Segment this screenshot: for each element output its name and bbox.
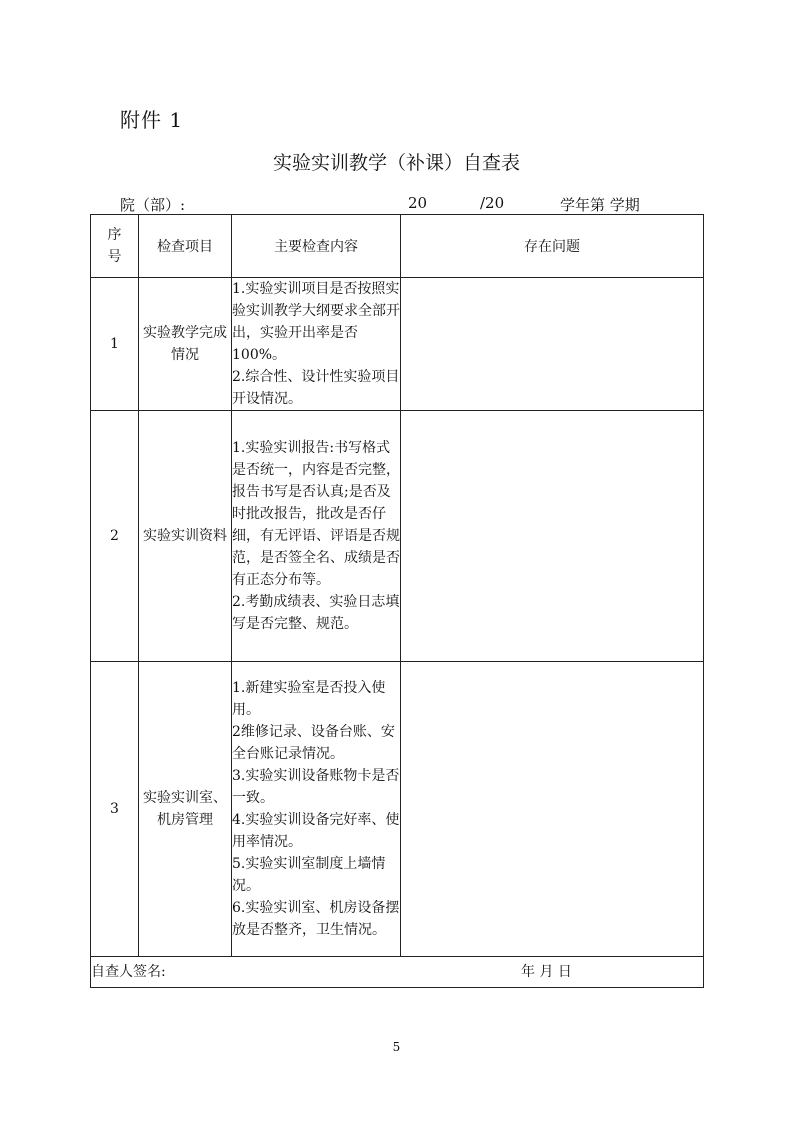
content-point: 1.新建实验室是否投入使用。: [232, 680, 386, 718]
content-point: 3.实验实训设备账物卡是否一致。: [232, 768, 400, 806]
content-point: 2维修记录、设备台账、安全台账记录情况。: [232, 724, 395, 762]
content-point: 2.考勤成绩表、实验日志填写是否完整、规范。: [232, 594, 400, 632]
row-no: 2: [91, 411, 139, 662]
row-issues[interactable]: [401, 411, 704, 662]
attachment-label: 附件 1: [120, 108, 184, 132]
row-issues[interactable]: [401, 662, 704, 957]
year-start: 20: [408, 194, 428, 212]
header-item: 检查项目: [139, 215, 232, 278]
form-title: 实验实训教学（补课）自查表: [272, 152, 520, 174]
row-content: [232, 662, 401, 957]
row-item: 实验实训资料: [139, 411, 232, 662]
date-label: 年 月 日: [521, 964, 572, 980]
table-row: [91, 411, 704, 662]
signature-row: [91, 957, 704, 988]
header-no-line2: 号: [107, 249, 122, 265]
row-issues[interactable]: [401, 278, 704, 411]
row-no: 1: [91, 278, 139, 411]
row-content: [232, 411, 401, 662]
year-end: /20: [480, 194, 505, 212]
content-point: 2.综合性、设计性实验项目开设情况。: [232, 369, 400, 407]
content-point: 1.实验实训项目是否按照实验实训教学大纲要求全部开出，实验开出率是否100%。: [232, 281, 400, 363]
row-content: [232, 278, 401, 411]
content-point: 6.实验实训室、机房设备摆放是否整齐，卫生情况。: [232, 900, 400, 938]
header-no: [91, 215, 139, 278]
semester-label: 学年第 学期: [560, 196, 640, 214]
header-no-line1: 序: [107, 227, 122, 243]
table-row: [91, 662, 704, 957]
row-item: 实验实训室、机房管理: [139, 662, 232, 957]
page-number: 5: [392, 1040, 401, 1054]
signature-cell[interactable]: [91, 957, 704, 988]
content-point: 1.实验实训报告:书写格式是否统一，内容是否完整，报告书写是否认真;是否及时批改报告，批改是否仔细，有无评语、评语是否规范，是否签全名、成绩是否有正态分布等。: [232, 440, 400, 588]
row-item: 实验教学完成情况: [139, 278, 232, 411]
header-issues: 存在问题: [401, 215, 704, 278]
self-check-table: [90, 214, 704, 988]
department-label: 院（部）:: [120, 196, 186, 214]
content-point: 5.实验实训室制度上墙情况。: [232, 856, 386, 894]
table-row: [91, 278, 704, 411]
content-point: 4.实验实训设备完好率、使用率情况。: [232, 812, 400, 850]
header-row: [91, 215, 704, 278]
row-no: 3: [91, 662, 139, 957]
signature-label: 自查人签名:: [91, 964, 166, 980]
header-content: 主要检查内容: [232, 215, 401, 278]
